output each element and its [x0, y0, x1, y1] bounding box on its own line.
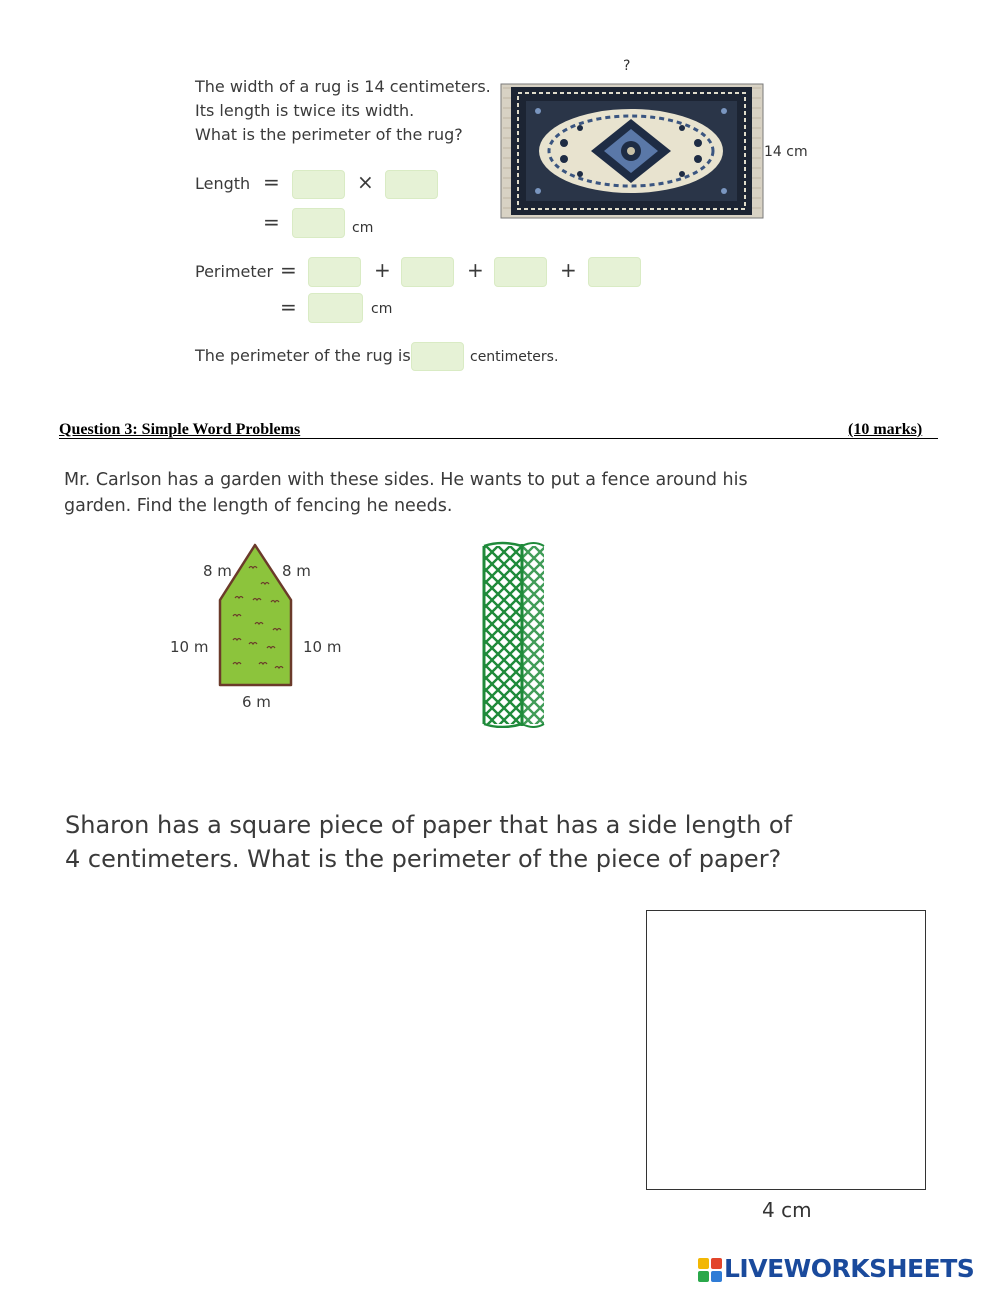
- rug-problem-line-3: What is the perimeter of the rug?: [195, 125, 463, 144]
- garden-left-label: 10 m: [170, 638, 209, 656]
- length-equals: =: [263, 170, 280, 194]
- perimeter-equals: =: [280, 258, 297, 282]
- plus-sign-1: +: [374, 258, 391, 282]
- liveworksheets-brand: LIVEWORKSHEETS: [724, 1254, 975, 1283]
- perimeter-result-equals: =: [280, 295, 297, 319]
- paper-problem-line-1: Sharon has a square piece of paper that has a side length of: [65, 811, 793, 839]
- garden-right-label: 10 m: [303, 638, 342, 656]
- liveworksheets-logo-icon: [698, 1258, 722, 1282]
- length-result-input[interactable]: [292, 208, 345, 238]
- square-side-label: 4 cm: [762, 1198, 812, 1222]
- conclusion-prefix: The perimeter of the rug is: [195, 346, 411, 365]
- rug-length-unknown-label: ?: [623, 58, 631, 74]
- conclusion-suffix: centimeters.: [470, 349, 559, 365]
- rug-width-label: 14 cm: [764, 144, 808, 160]
- garden-problem-line-2: garden. Find the length of fencing he needs.: [64, 496, 453, 516]
- perimeter-result-input[interactable]: [308, 293, 363, 323]
- rug-problem-line-1: The width of a rug is 14 centimeters.: [195, 77, 491, 96]
- length-input-2[interactable]: [385, 170, 438, 199]
- garden-problem-line-1: Mr. Carlson has a garden with these sides. He wants to put a fence around his: [64, 470, 748, 490]
- length-result-equals: =: [263, 210, 280, 234]
- perimeter-label: Perimeter: [195, 262, 274, 281]
- conclusion-input[interactable]: [411, 342, 464, 371]
- times-sign: ×: [357, 170, 374, 194]
- paper-problem-line-2: 4 centimeters. What is the perimeter of the piece of paper?: [65, 845, 782, 873]
- square-paper: [646, 910, 926, 1190]
- question3-heading: Question 3: Simple Word Problems: [59, 421, 301, 438]
- garden-bottom-label: 6 m: [242, 693, 271, 711]
- perimeter-input-1[interactable]: [308, 257, 361, 287]
- garden-top-right-label: 8 m: [282, 562, 311, 580]
- question3-underline: [59, 438, 938, 439]
- garden-top-left-label: 8 m: [203, 562, 232, 580]
- length-unit: cm: [352, 220, 374, 236]
- perimeter-input-3[interactable]: [494, 257, 547, 287]
- perimeter-input-4[interactable]: [588, 257, 641, 287]
- length-label: Length: [195, 174, 251, 193]
- perimeter-unit: cm: [371, 301, 393, 317]
- perimeter-input-2[interactable]: [401, 257, 454, 287]
- plus-sign-3: +: [560, 258, 577, 282]
- fence-roll-image: [480, 540, 550, 728]
- rug-problem-line-2: Its length is twice its width.: [195, 101, 415, 120]
- rug-image: [500, 83, 764, 219]
- length-input-1[interactable]: [292, 170, 345, 199]
- plus-sign-2: +: [467, 258, 484, 282]
- question3-marks: (10 marks): [848, 421, 923, 438]
